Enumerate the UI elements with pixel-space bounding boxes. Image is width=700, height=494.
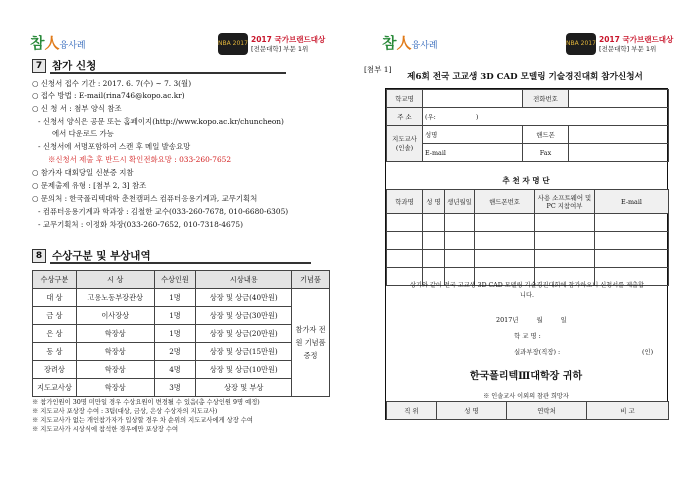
advisor-mobile-input[interactable] (569, 126, 669, 144)
application-form: ○ 신 청 서 : 첨부 양식 참조 (32, 104, 122, 113)
school-logo: 참人융사례 (382, 34, 438, 52)
confirm-call-note: ※신청서 제출 후 반드시 확인전화요망 : 033-260-7652 (48, 155, 232, 164)
phone-input[interactable] (569, 90, 669, 108)
award-emblem-icon: NBA 2017 (566, 33, 596, 55)
col-grade: 수상구분 (33, 271, 77, 289)
form-download-note-cont: 에서 다운로드 가능 (52, 129, 114, 138)
table-row: 장려상 학장상 4명 상장 및 상금(10만원) (33, 361, 330, 379)
sign-date: 2017년 월 일 (496, 316, 567, 324)
school-input[interactable] (423, 90, 523, 108)
pledge-text: 상기와 같이 전국 고교생 3D CAD 모델링 기술경진대회에 참가하오니 신청서를 제출합니다. (410, 282, 644, 299)
sign-principal: 실과부장(직장) : (514, 348, 561, 356)
table-row[interactable] (387, 214, 669, 232)
attachment-label: [첨부 1] (364, 65, 392, 74)
award-badge: NBA 2017 2017 국가브랜드대상 [전문대학] 부문 1위 (566, 33, 673, 55)
table-row: 대 상 고용노동부장관상 1명 상장 및 상금(40만원) 참가자 전원 기념품 증정 (33, 289, 330, 307)
application-form-box (385, 88, 668, 420)
col-content: 시상내용 (196, 271, 292, 289)
form-title: 제6회 전국 고교생 3D CAD 모델링 기술경진대회 참가신청서 (407, 72, 643, 82)
table-row[interactable] (387, 232, 669, 250)
roster-table: 학과명 성 명 생년월일 핸드폰번호 사용 소프트웨어 및 PC 지참여부 E-mail (386, 189, 669, 286)
col-gift: 기념품 (292, 271, 330, 289)
section-7-heading: 7 참가 신청 (32, 58, 286, 74)
table-row[interactable] (387, 250, 669, 268)
question-type: ○ 문제출제 유형 : [첨부 2, 3] 참조 (32, 181, 147, 190)
col-count: 수상인원 (154, 271, 196, 289)
advisor-email-input[interactable]: E-mail (423, 144, 523, 162)
application-period: ○ 신청서 접수 기간 : 2017. 6. 7(수) ~ 7. 3(월) (32, 79, 192, 88)
escort-table: 직 위 성 명 연락처 비 고 (386, 401, 669, 420)
recipient: 한국폴리텍Ⅲ대학장 귀하 (469, 371, 583, 382)
seal-mark: (인) (642, 348, 654, 356)
gift-cell: 참가자 전원 기념품 증정 (292, 289, 330, 397)
award-note: ※ 참가인원이 30명 미만일 경우 수상요원이 변경될 수 있음(총 수상인원 9명 예정) (32, 399, 260, 406)
col-by: 시 상 (76, 271, 154, 289)
table-row: 지도교사상 학장상 3명 상장 및 부상 (33, 379, 330, 397)
awards-table (32, 270, 330, 397)
id-card-note: ○ 참가자 대회당일 신분증 지참 (32, 168, 134, 177)
award-note: ※ 지도교사가 시상식에 참석한 경우에만 포상장 수여 (32, 426, 179, 433)
form-download-note[interactable]: - 신청서 양식은 공문 또는 홈페이지(http://www.kopo.ac.kr/chuncheon) (38, 117, 284, 126)
table-row: 금 상 이사장상 1명 상장 및 상금(30만원) (33, 307, 330, 325)
advisor-name-input[interactable]: 성명 (423, 126, 523, 144)
applicant-info-table: 학교명 전화번호 주 소 (우: ) (386, 89, 669, 126)
inquiry-dept: - 컴퓨터응용기계과 학과장 : 김철한 교수(033-260-7678, 010-6680-6305) (38, 207, 289, 216)
address-input[interactable]: (우: ) (423, 108, 669, 126)
inquiry-office: - 교무기획처 : 이정화 차장(033-260-7652, 010-7318-4675) (38, 220, 243, 229)
application-method: ○ 접수 방법 : E-mail(rina746@kopo.ac.kr) (32, 91, 185, 100)
advisor-fax-input[interactable] (569, 144, 669, 162)
award-badge: NBA 2017 2017 국가브랜드대상 [전문대학] 부문 1위 (218, 33, 325, 55)
table-row: 동 상 학장상 2명 상장 및 상금(15만원) (33, 343, 330, 361)
table-row: 은 상 학장상 1명 상장 및 상금(20만원) (33, 325, 330, 343)
award-emblem-icon: NBA 2017 (218, 33, 248, 55)
award-note: ※ 지도교사가 없는 개인참가자가 입상할 경우 차 순위의 지도교사에게 상장 수여 (32, 417, 253, 424)
form-send-note: - 신청서에 서명포함하여 스캔 후 메일 발송요망 (38, 142, 191, 151)
sign-school: 학 교 명 : (514, 332, 541, 340)
section-8-heading: 8 수상구분 및 부상내역 (32, 248, 311, 264)
advisor-table: 지도교사 (인솔) 성명 핸드폰 E-mail Fax (386, 125, 669, 162)
inquiry: ○ 문의처 : 한국폴리텍대학 춘천캠퍼스 컴퓨터응용기계과, 교무기획처 (32, 194, 258, 203)
escort-note: ※ 인솔교사 이외의 참관 희망자 (483, 393, 569, 400)
roster-title: 추 천 자 명 단 (502, 176, 550, 185)
school-logo: 참人융사례 (30, 34, 86, 52)
award-note: ※ 지도교사 포상장 수여 : 3팀(대상, 금상, 은상 수상자의 지도교사) (32, 408, 218, 415)
